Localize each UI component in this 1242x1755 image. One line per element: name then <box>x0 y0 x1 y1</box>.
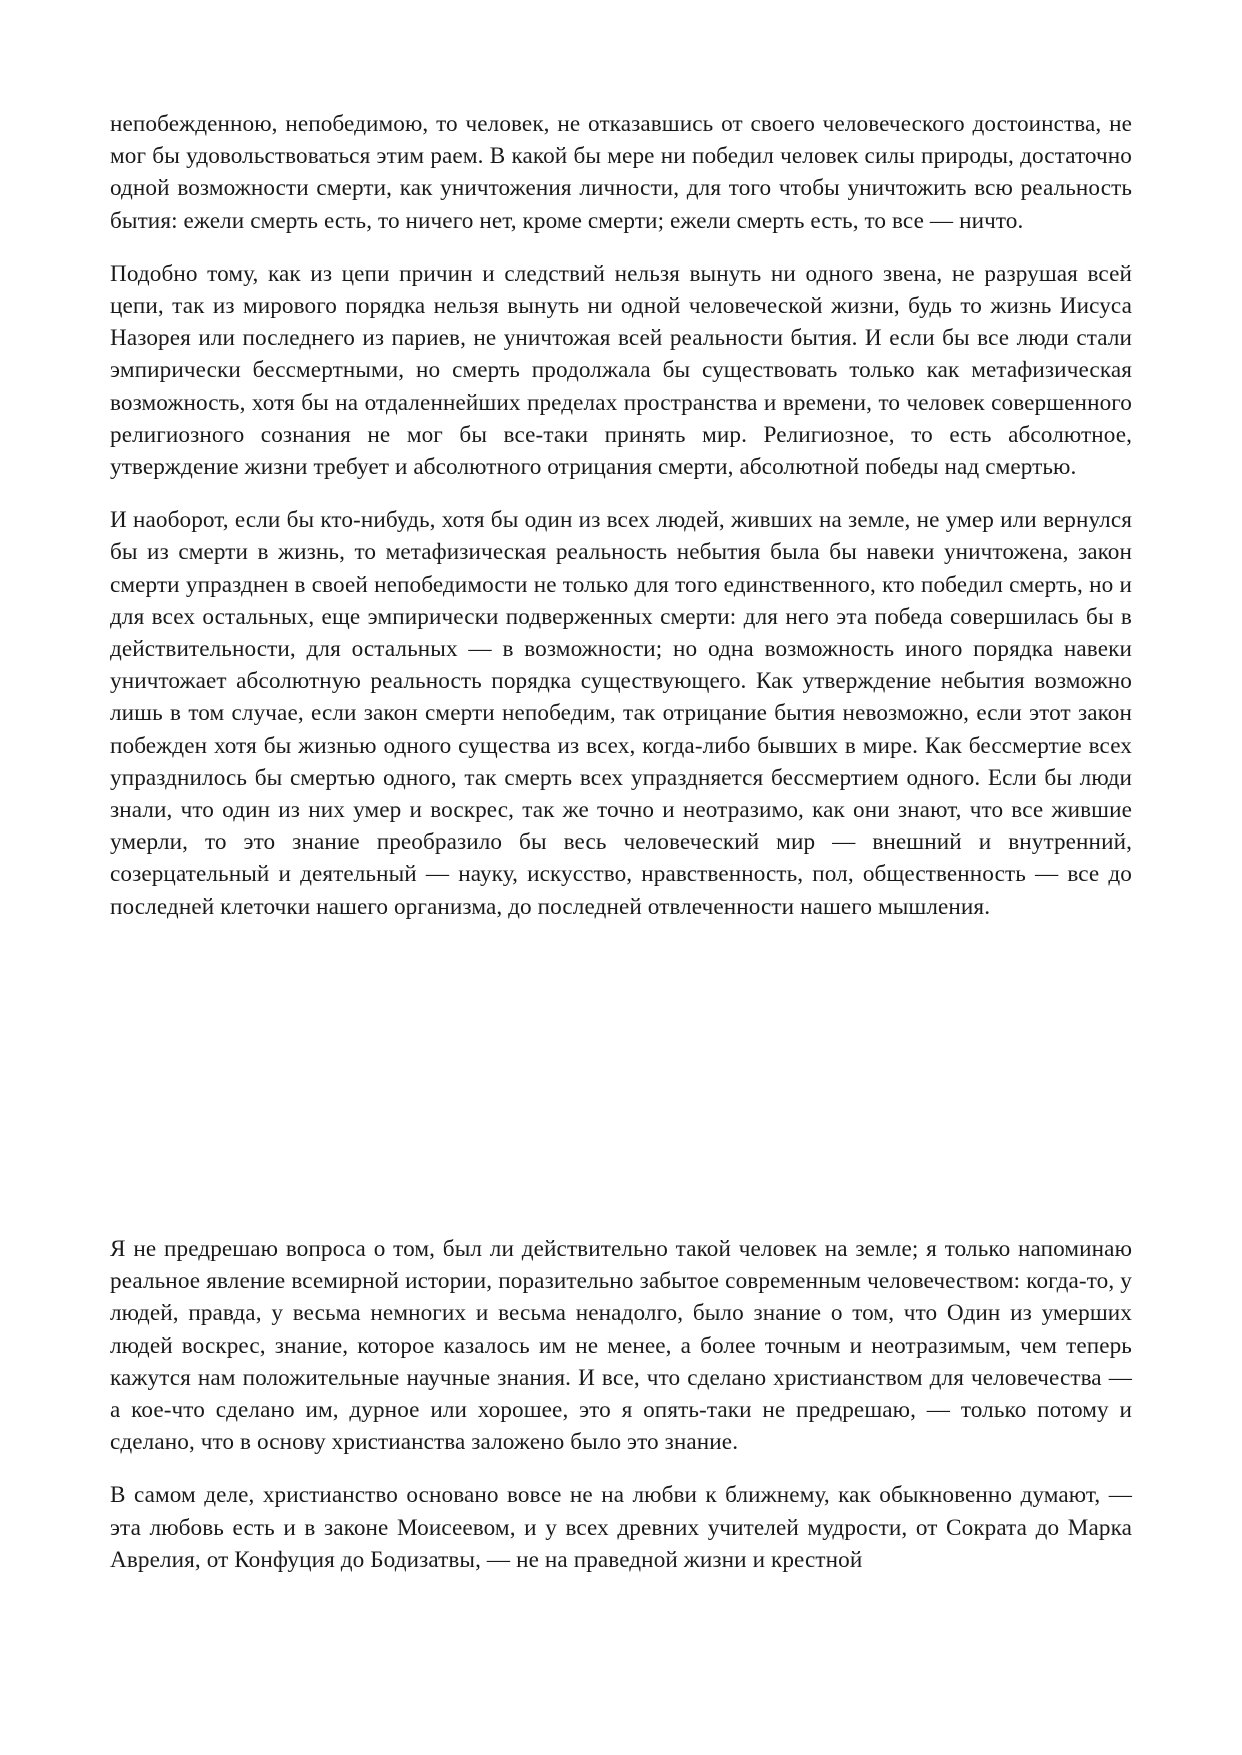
paragraph: И наоборот, если бы кто-нибудь, хотя бы один из всех людей, живших на земле, не умер или вернулся бы из смерти в жизнь, то метафизическая реальность небытия была бы навеки уничтожена, закон смерти упразднен в своей непобедимости не только для того единственного, кто победил смерть, но и для всех остальных, еще эмпирически подверженных смерти: для него эта победа совершилась бы в действительности, для остальных — в возможности; но одна возможность иного порядка навеки уничтожает абсолютную реальность порядка существующего. Как утверждение небытия возможно лишь в том случае, если закон смерти непобедим, так отрицание бытия невозможно, если этот закон побежден хотя бы жизнью одного существа из всех, когда-либо бывших в мире. Как бессмертие всех упразднилось бы смертью одного, так смерть всех упраздняется бессмертием одного. Если бы люди знали, что один из них умер и воскрес, так же точно и неотразимо, как они знают, что все жившие умерли, то это знание преобразило бы весь человеческий мир — внешний и внутренний, созерцательный и деятельный — науку, искусство, нравственность, пол, общественность — все до последней клеточки нашего организма, до последней отвлеченности нашего мышления. <box>110 507 1132 920</box>
paragraph: В самом деле, христианство основано вовсе не на любви к ближнему, как обыкновенно думают, — эта любовь есть и в законе Моисеевом, и у всех древних учителей мудрости, от Сократа до Марка Аврелия, от Конфуция до Бодизатвы, — не на праведной жизни и крестной <box>110 1482 1132 1573</box>
text-section-top <box>110 108 1132 944</box>
paragraph: Я не предрешаю вопроса о том, был ли действительно такой человек на земле; я только напоминаю реальное явление всемирной истории, поразительно забытое современным человечеством: когда-то, у людей, правда, у весьма немногих и весьма ненадолго, было знание о том, что Один из умерших людей воскрес, знание, которое казалось им не менее, а более точным и неотразимым, чем теперь кажутся нам положительные научные знания. И все, что сделано христианством для человечества — а кое-что сделано им, дурное или хорошее, это я опять-таки не предрешаю, — только потому и сделано, что в основу христианства заложено было это знание. <box>110 1236 1132 1456</box>
paragraph: Подобно тому, как из цепи причин и следствий нельзя вынуть ни одного звена, не разрушая всей цепи, так из мирового порядка нельзя вынуть ни одной человеческой жизни, будь то жизнь Иисуса Назорея или последнего из париев, не уничтожая всей реальности бытия. И если бы все люди стали эмпирически бессмертными, но смерть продолжала бы существовать только как метафизическая возможность, хотя бы на отдаленнейших пределах пространства и времени, то человек совершенного религиозного сознания не мог бы все-таки принять мир. Религиозное, то есть абсолютное, утверждение жизни требует и абсолютного отрицания смерти, абсолютной победы над смертью. <box>110 260 1132 481</box>
paragraph: непобежденною, непобедимою, то человек, не отказавшись от своего человеческого достоинства, не мог бы удовольствоваться этим раем. В какой бы мере ни победил человек силы природы, достаточно одной возможности смерти, как уничтожения личности, для того чтобы уничтожить всю реальность бытия: ежели смерть есть, то ничего нет, кроме смерти; ежели смерть есть, то все — ничто. <box>110 111 1132 234</box>
text-section-bottom <box>110 1233 1132 1597</box>
